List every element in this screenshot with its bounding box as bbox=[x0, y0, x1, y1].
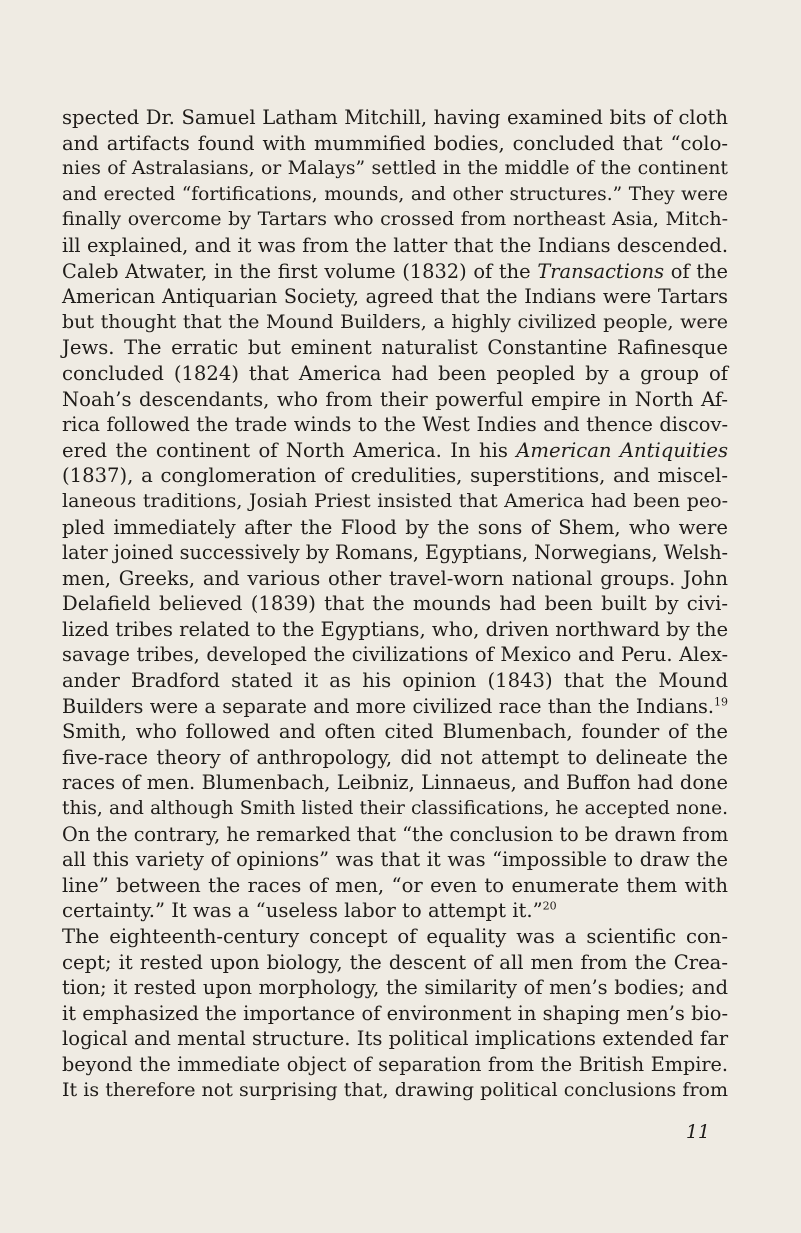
text-line: tion; it rested upon morphology, the similarity of men’s bodies; and bbox=[62, 976, 728, 1000]
page-number: 11 bbox=[685, 1121, 710, 1143]
text-line bbox=[62, 898, 728, 924]
text-line: but thought that the Mound Builders, a highly civilized people, were bbox=[62, 310, 728, 333]
footnote-marker: 19 bbox=[714, 695, 728, 709]
text-line: (1837), a conglomeration of credulities, superstitions, and miscel- bbox=[62, 464, 728, 488]
text-line: men, Greeks, and various other travel-worn national groups. John bbox=[62, 566, 728, 590]
text-line bbox=[62, 259, 728, 285]
text-line: spected Dr. Samuel Latham Mitchill, having examined bits of cloth bbox=[62, 106, 728, 129]
text-line: Smith, who followed and often cited Blumenbach, founder of the bbox=[62, 720, 728, 744]
text-run: of the bbox=[664, 259, 728, 283]
text-line bbox=[62, 438, 728, 464]
text-line: logical and mental structure. Its political implications extended far bbox=[62, 1027, 729, 1051]
text-line: On the contrary, he remarked that “the conclusion to be drawn from bbox=[62, 822, 729, 846]
text-line: line” between the races of men, “or even to enumerate them with bbox=[62, 873, 728, 897]
italic-title: Transactions bbox=[537, 259, 665, 283]
text-run: certainty.” It was a “useless labor to attempt it.” bbox=[62, 899, 543, 923]
text-line: laneous traditions, Josiah Priest insisted that America had been peo- bbox=[62, 489, 728, 512]
text-line: this, and although Smith listed their classifications, he accepted none. bbox=[62, 798, 728, 820]
italic-title: American Antiquities bbox=[516, 438, 728, 462]
text-run: Caleb Atwater, in the first volume (1832) of the bbox=[62, 259, 538, 283]
text-run: Builders were a separate and more civilized race than the Indians. bbox=[62, 694, 714, 718]
text-line: savage tribes, developed the civilizations of Mexico and Peru. Alex- bbox=[62, 643, 728, 667]
text-line: American Antiquarian Society, agreed that the Indians were Tartars bbox=[62, 285, 728, 309]
text-line: It is therefore not surprising that, drawing political conclusions from bbox=[62, 1078, 728, 1101]
text-line: The eighteenth-century concept of equality was a scientific con- bbox=[62, 925, 728, 948]
text-line: ill explained, and it was from the latter that the Indians descended. bbox=[62, 233, 728, 257]
text-line: beyond the immediate object of separation from the British Empire. bbox=[62, 1052, 728, 1076]
text-line: five-race theory of anthropology, did not attempt to delineate the bbox=[62, 745, 728, 769]
text-line: lized tribes related to the Egyptians, who, driven northward by the bbox=[62, 617, 729, 641]
text-line: and artifacts found with mummified bodies, concluded that “colo- bbox=[62, 131, 728, 155]
text-line: nies of Astralasians, or Malays” settled in the middle of the continent bbox=[62, 158, 728, 180]
text-line: later joined successively by Romans, Egyptians, Norwegians, Welsh- bbox=[62, 541, 729, 565]
text-line: it emphasized the importance of environment in shaping men’s bio- bbox=[62, 1001, 728, 1025]
text-line: Noah’s descendants, who from their powerful empire in North Af- bbox=[62, 387, 728, 411]
text-line: rica followed the trade winds to the West Indies and thence discov- bbox=[62, 413, 728, 437]
text-line: Delafield believed (1839) that the mounds had been built by civi- bbox=[62, 592, 728, 616]
text-line: and erected “fortifications, mounds, and other structures.” They were bbox=[62, 183, 728, 205]
text-line bbox=[62, 694, 728, 720]
text-line: ander Bradford stated it as his opinion (1843) that the Mound bbox=[62, 669, 728, 693]
text-line: races of men. Blumenbach, Leibniz, Linnaeus, and Buffon had done bbox=[62, 771, 728, 795]
text-line: Jews. The erratic but eminent naturalist Constantine Rafinesque bbox=[62, 336, 728, 360]
text-run: ered the continent of North America. In his bbox=[62, 438, 517, 462]
footnote-marker: 20 bbox=[542, 899, 557, 913]
text-line: concluded (1824) that America had been peopled by a group of bbox=[62, 361, 728, 385]
text-line: cept; it rested upon biology, the descent of all men from the Crea- bbox=[62, 950, 728, 974]
body-text bbox=[62, 105, 728, 1103]
text-line: pled immediately after the Flood by the sons of Shem, who were bbox=[62, 515, 728, 539]
text-line: finally overcome by Tartars who crossed from northeast Asia, Mitch- bbox=[62, 208, 728, 231]
text-line: all this variety of opinions” was that it was “impossible to draw the bbox=[62, 848, 728, 872]
